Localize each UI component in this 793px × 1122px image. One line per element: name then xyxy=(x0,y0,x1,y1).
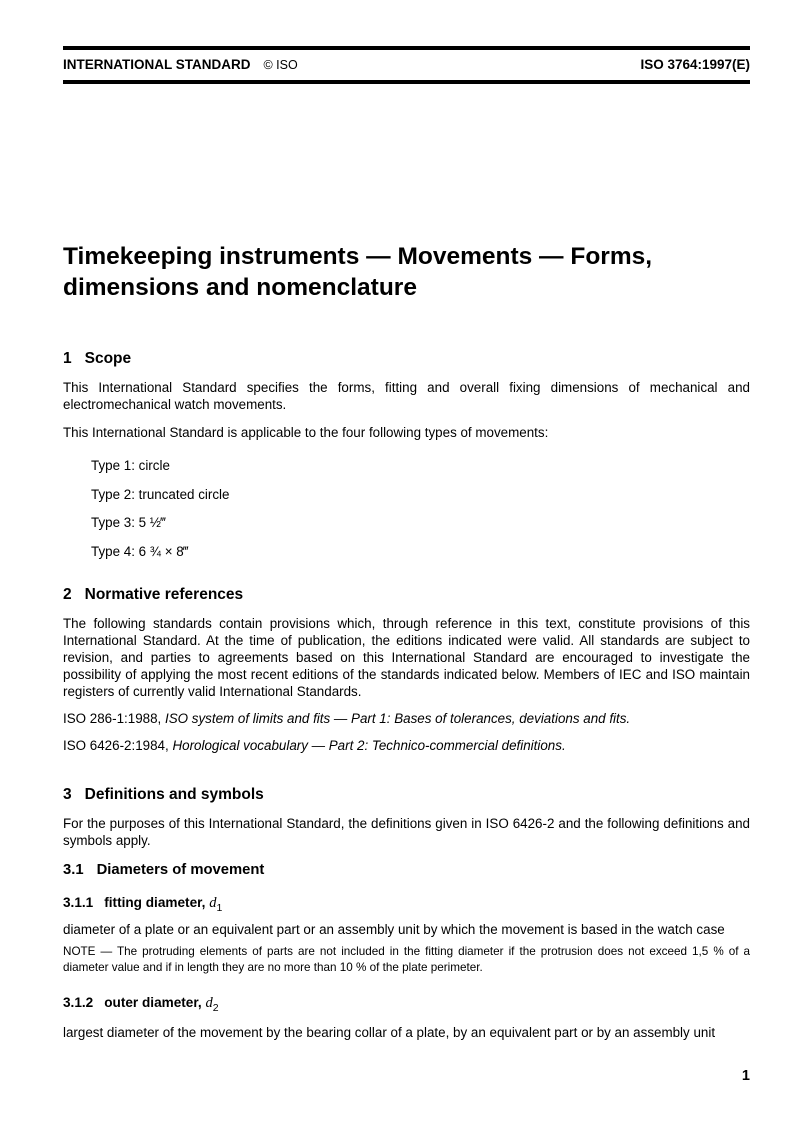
page-header xyxy=(63,56,750,74)
fitting-diameter-definition: diameter of a plate or an equivalent part or an assembly unit by which the movement is based in the watch case xyxy=(63,922,725,937)
symbol-d1-letter: d xyxy=(209,895,217,911)
reference-iso-6426 xyxy=(63,737,750,754)
heading-outer-diameter-number: 3.1.2 xyxy=(63,995,94,1010)
movement-type-item-3: Type 3: 5 ½‴ xyxy=(91,515,166,530)
reference-iso-6426-designation: ISO 6426-2:1984, xyxy=(63,738,169,753)
movement-type-item-1: Type 1: circle xyxy=(91,458,170,473)
heading-diameters-number: 3.1 xyxy=(63,862,84,878)
definitions-intro-paragraph: For the purposes of this International Standard, the definitions given in ISO 6426-2 and the following definitions and symbols apply. xyxy=(63,816,750,848)
reference-iso-286-designation: ISO 286-1:1988, xyxy=(63,711,162,726)
heading-outer-diameter xyxy=(63,994,750,1017)
symbol-d1 xyxy=(209,895,223,914)
symbol-d2 xyxy=(205,995,219,1014)
page-number: 1 xyxy=(741,1068,750,1084)
heading-outer-diameter-label: outer diameter, xyxy=(104,995,202,1010)
symbol-d2-subscript: 2 xyxy=(212,1001,219,1014)
symbol-d2-letter: d xyxy=(205,995,213,1011)
header-doc-type-label: INTERNATIONAL STANDARD xyxy=(63,57,251,72)
normative-paragraph: The following standards contain provisions which, through reference in this text, constitute provisions of this International Standard. At the time of publication, the editions indicated were valid. All standards are subject to revision, and parties to agreements based on this International Standard are encouraged to investigate the possibility of applying the most recent editions of the standards indicated below. Members of IEC and ISO maintain registers of currently valid International Standards. xyxy=(63,616,750,699)
reference-iso-286-title: ISO system of limits and fits — Part 1: Bases of tolerances, deviations and fits. xyxy=(165,711,631,726)
heading-scope-number: 1 xyxy=(63,350,72,367)
outer-diameter-definition: largest diameter of the movement by the bearing collar of a plate, by an equivalent part or by an assembly unit xyxy=(63,1025,716,1040)
header-copyright-label: © ISO xyxy=(263,58,298,72)
header-top-rule xyxy=(63,46,750,50)
heading-definitions-label: Definitions and symbols xyxy=(84,786,264,803)
heading-diameters-label: Diameters of movement xyxy=(96,862,265,878)
heading-definitions xyxy=(63,786,750,804)
heading-definitions-number: 3 xyxy=(63,786,72,803)
header-left-group xyxy=(63,56,298,74)
symbol-d1-subscript: 1 xyxy=(216,901,223,914)
header-bottom-rule xyxy=(63,80,750,84)
heading-normative-label: Normative references xyxy=(84,586,244,603)
document-title: Timekeeping instruments — Movements — Forms, dimensions and nomenclature xyxy=(63,243,653,301)
heading-scope xyxy=(63,350,750,368)
heading-diameters xyxy=(63,861,750,879)
header-doc-reference: ISO 3764:1997(E) xyxy=(640,57,750,72)
movement-type-item-2: Type 2: truncated circle xyxy=(91,486,230,502)
movement-type-item-4: Type 4: 6 ¾ × 8‴ xyxy=(91,543,189,559)
scope-paragraph-1: This International Standard specifies the forms, fitting and overall fixing dimensions of mechanical and electromechanical watch movements. xyxy=(63,380,750,412)
reference-iso-286 xyxy=(63,710,750,727)
heading-fitting-diameter-label: fitting diameter, xyxy=(104,895,206,910)
heading-fitting-diameter-number: 3.1.1 xyxy=(63,895,94,910)
reference-iso-6426-title: Horological vocabulary — Part 2: Technico-commercial definitions. xyxy=(172,738,566,753)
heading-fitting-diameter xyxy=(63,894,750,917)
fitting-diameter-note: NOTE — The protruding elements of parts are not included in the fitting diameter if the protrusion does not exceed 1,5 % of a diameter value and if in length they are no more than 10 % of the plate perimeter. xyxy=(63,945,750,974)
heading-scope-label: Scope xyxy=(84,350,132,367)
scope-paragraph-2: This International Standard is applicable to the four following types of movements: xyxy=(63,425,549,440)
heading-normative-references xyxy=(63,586,750,604)
heading-normative-number: 2 xyxy=(63,586,72,603)
movement-type-list xyxy=(91,457,750,571)
